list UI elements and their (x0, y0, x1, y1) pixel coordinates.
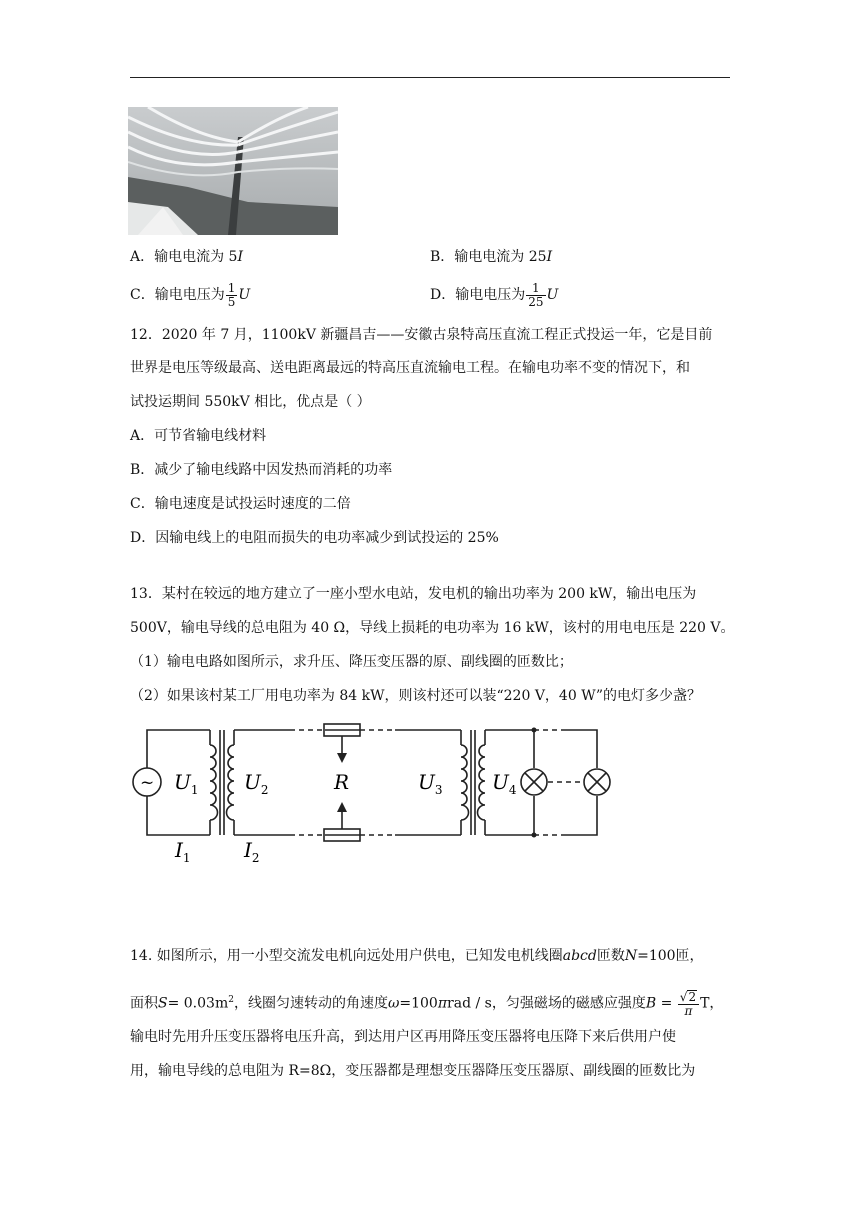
q11-option-a (130, 247, 243, 267)
label-u3-letter: U (418, 770, 435, 794)
q12-stem-line-2: 世界是电压等级最高、送电距离最远的特高压直流输电工程。在输电功率不变的情况下，和 (130, 360, 690, 376)
q11-option-c-numerator: 1 (227, 280, 236, 295)
q12-option-b: B．减少了输电线路中因发热而消耗的功率 (130, 462, 393, 478)
label-u3-sub: 3 (434, 783, 443, 797)
q14-l1-eq: N (624, 948, 638, 964)
q11-option-c (130, 281, 250, 309)
q11-option-c-text: C．输电电压为 (130, 287, 225, 303)
q14-l2-c: ，线圈匀速转动的角速度 (233, 995, 388, 1012)
q14-l2-equals: = (656, 995, 677, 1012)
q11-option-d-denominator: 25 (528, 294, 544, 309)
label-u2-letter: U (244, 770, 261, 794)
q14-l2-b: = 0.03m (167, 995, 229, 1012)
q14-l2-b-var: B (645, 995, 657, 1012)
q14-l1-var: abcd (562, 948, 597, 964)
label-i2-letter: I (244, 838, 252, 862)
q14-l2-fraction (678, 990, 699, 1018)
transmission-circuit-diagram (120, 715, 620, 865)
q12-option-a: A．可节省输电线材料 (130, 428, 267, 444)
q14-l2-a: 面积 (130, 995, 158, 1012)
q13-stem-line-2: 500V，输电导线的总电阻为 40 Ω，导线上损耗的电功率为 16 kW，该村的用电电压是 220 V。 (130, 620, 735, 636)
q14-l2-unit: T， (700, 995, 724, 1012)
label-u1-letter: U (174, 770, 191, 794)
q14-l2-e: rad / s，匀强磁场的磁感应强度 (447, 995, 646, 1012)
q14-l2-d: =100 (399, 995, 438, 1012)
q13-stem-line-1: 13．某村在较远的地方建立了一座小型水电站，发电机的输出功率为 200 kW，输出电压为 (130, 586, 697, 602)
q11-option-b-var: I (546, 249, 553, 265)
q12-stem-line-3: 试投运期间 550kV 相比，优点是（ ） (130, 394, 371, 410)
q12-stem-line-1: 12．2020 年 7 月，1100kV 新疆昌吉——安徽古泉特高压直流工程正式投运一年，它是目前 (130, 327, 713, 343)
header-rule (130, 77, 730, 78)
label-i1-letter: I (175, 838, 183, 862)
q14-l1-c: =100匝， (637, 948, 704, 964)
ac-source-label: ~ (140, 773, 155, 793)
label-u2-sub: 2 (260, 783, 269, 797)
q11-option-b-text: B．输电电流为 25 (430, 249, 547, 265)
label-u4-letter: U (492, 770, 509, 794)
q14-l1-b: 匝数 (596, 948, 625, 964)
label-i2 (243, 838, 260, 865)
q11-option-d-fraction (526, 282, 545, 309)
q13-subquestion-2: （2）如果该村某工厂用电功率为 84 kW，则该村还可以装“220 V，40 W”的电灯多少盏？ (130, 688, 702, 704)
q11-option-b (430, 247, 552, 267)
q14-stem-line-3: 输电时先用升压变压器将电压升高，到达用户区再用降压变压器将电压降下来后供用户使 (130, 1029, 676, 1045)
q14-l2-pi: π (437, 995, 448, 1012)
q12-option-d: D．因输电线上的电阻而损失的电功率减少到试投运的 25% (130, 530, 499, 546)
q14-stem-line-1 (130, 946, 704, 966)
iced-power-lines-photo (128, 107, 338, 235)
label-u2 (244, 770, 269, 797)
q11-option-c-var: U (238, 287, 251, 303)
q11-option-c-denominator: 5 (227, 294, 236, 309)
q11-option-d-var: U (546, 287, 559, 303)
label-r: R (334, 770, 350, 794)
label-u1 (174, 770, 199, 797)
q11-option-c-fraction (226, 282, 238, 309)
label-u3 (418, 770, 443, 797)
label-u4 (492, 770, 517, 797)
q14-l1-a: 14. 如图所示，用一小型交流发电机向远处用户供电，已知发电机线圈 (130, 948, 563, 964)
q11-option-a-text: A．输电电流为 5 (130, 249, 238, 265)
q14-l2-numerator: √2 (678, 990, 699, 1005)
q14-l2-s: S (158, 995, 168, 1012)
label-u4-sub: 4 (508, 783, 517, 797)
q14-stem-line-2 (130, 984, 723, 1020)
q11-option-a-var: I (237, 249, 243, 265)
label-u1-sub: 1 (190, 783, 199, 797)
q13-subquestion-1: （1）输电电路如图所示，求升压、降压变压器的原、副线圈的匝数比； (130, 654, 573, 670)
q11-option-d (430, 281, 558, 309)
q14-l2-sup: 2 (228, 995, 234, 1005)
q14-l2-omega: ω (387, 995, 400, 1012)
q11-option-d-text: D．输电电压为 (430, 287, 526, 303)
q12-option-c: C．输电速度是试投运时速度的二倍 (130, 496, 351, 512)
q14-l2-denominator: π (684, 1003, 693, 1018)
label-i2-sub: 2 (251, 851, 260, 865)
q14-l2-sqrt-arg: 2 (688, 989, 697, 1004)
label-i1-sub: 1 (182, 851, 191, 865)
label-i1 (174, 838, 191, 865)
q11-option-d-numerator: 1 (526, 282, 545, 296)
q14-stem-line-4: 用，输电导线的总电阻为 R=8Ω，变压器都是理想变压器降压变压器原、副线圈的匝数比为 (130, 1063, 696, 1079)
